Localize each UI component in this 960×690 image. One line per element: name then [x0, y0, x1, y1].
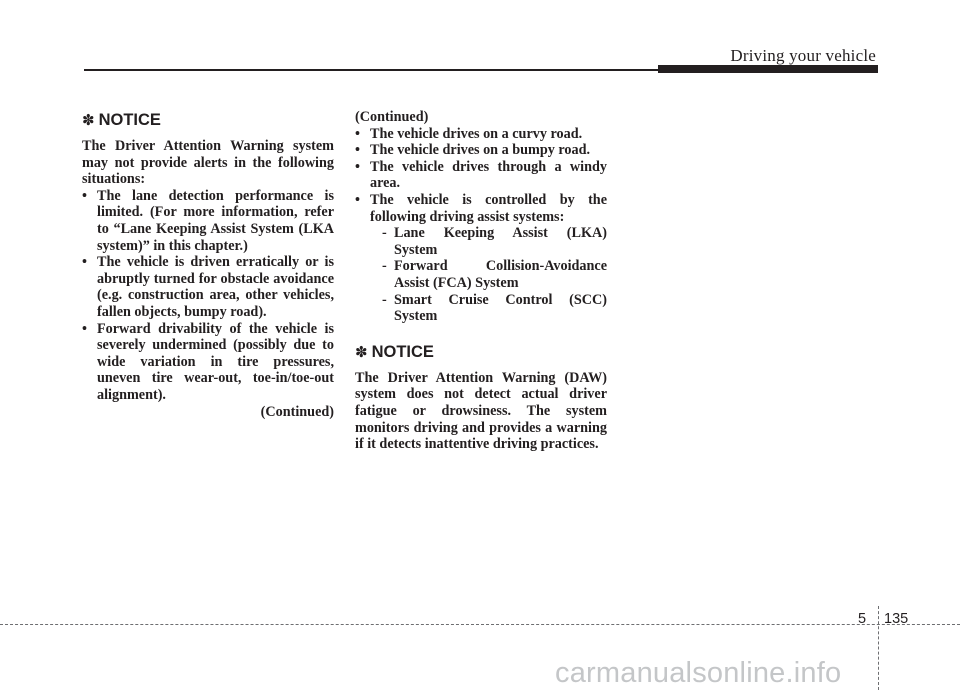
footer-dashed-rule — [0, 624, 960, 625]
list-item-with-sublist — [355, 192, 607, 325]
notice-text: The Driver Attention Warning (DAW) system does not detect actual driver fatigue or drowsiness. The system monitors driving and provides a warning if it detects inattentive driving practices. — [355, 369, 607, 453]
notice-asterisk-icon: ✽ — [355, 342, 368, 361]
situation-list-continued — [355, 126, 607, 325]
list-item: • The vehicle drives on a bumpy road. — [355, 142, 607, 159]
list-item: • The vehicle is driven erratically or is abruptly turned for obstacle avoidance (e.g. construction area, other vehicles, fallen objects, bumpy road). — [82, 254, 334, 320]
chapter-number: 5 — [858, 611, 867, 627]
section-title: Driving your vehicle — [730, 46, 876, 65]
header-rule — [84, 69, 658, 71]
list-item: • Forward drivability of the vehicle is severely undermined (possibly due to wide variation in tire pressures, uneven tire wear-out, toe-in/toe-out alignment). — [82, 321, 334, 404]
list-item-text: The vehicle is controlled by the following driving assist systems: — [370, 191, 607, 225]
notice-title: NOTICE — [98, 111, 161, 129]
assist-systems-list — [370, 225, 607, 325]
notice-heading — [82, 110, 334, 130]
notice-heading — [355, 342, 607, 362]
notice-title: NOTICE — [371, 342, 434, 361]
list-item: • The vehicle drives on a curvy road. — [355, 126, 607, 143]
watermark: carmanualsonline.info — [555, 657, 842, 689]
notice-intro: The Driver Attention Warning system may not provide alerts in the following situations: — [82, 138, 334, 188]
list-item: • The lane detection performance is limited. (For more information, refer to “Lane Keeping Assist System (LKA system)” in this chapter.) — [82, 188, 334, 254]
right-column — [355, 109, 607, 453]
situation-list — [82, 188, 334, 404]
page-number: 135 — [884, 611, 909, 627]
list-item: • The vehicle drives through a windy area. — [355, 159, 607, 192]
notice-asterisk-icon: ✽ — [82, 111, 95, 129]
sub-list-item: - Lane Keeping Assist (LKA) System — [370, 225, 607, 258]
footer-divider — [878, 606, 879, 690]
header-bar — [658, 65, 878, 73]
sub-list-item: - Forward Collision-Avoidance Assist (FCA) System — [370, 258, 607, 291]
left-column — [82, 110, 334, 420]
continued-label: (Continued) — [355, 109, 429, 125]
continued-label: (Continued) — [260, 403, 334, 420]
sub-list-item: - Smart Cruise Control (SCC) System — [370, 292, 607, 325]
